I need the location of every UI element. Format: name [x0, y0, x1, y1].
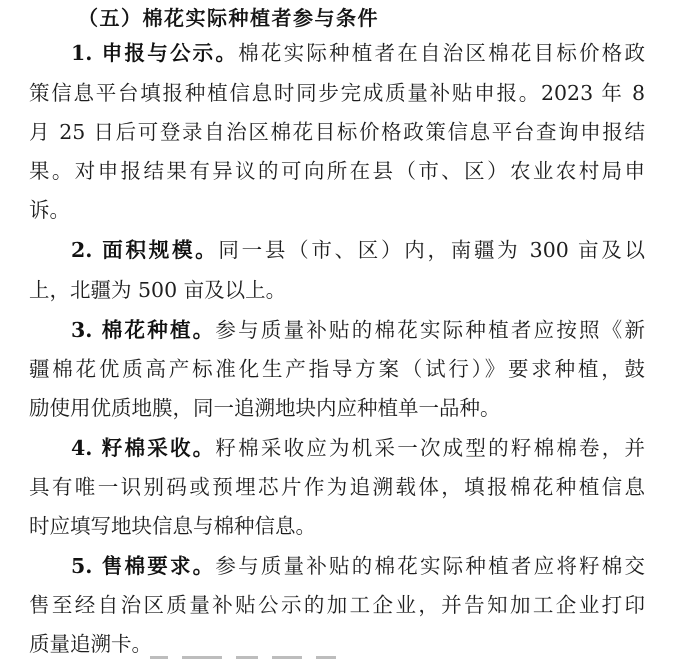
paragraph-line: 诉。	[29, 198, 70, 222]
item-title: 3. 棉花种植。	[71, 318, 216, 342]
paragraph-text: 参与质量补贴的棉花实际种植者应将籽棉交	[215, 554, 645, 578]
cropped-next-line	[150, 656, 370, 665]
paragraph-line	[71, 316, 645, 344]
paragraph-line: 疆棉花优质高产标准化生产指导方案（试行）》要求种植，鼓	[29, 357, 645, 381]
paragraph-text: 参与质量补贴的棉花实际种植者应按照《新	[215, 318, 645, 342]
item-title: 4. 籽棉采收。	[71, 436, 216, 460]
paragraph-text: 棉花实际种植者在自治区棉花目标价格政	[238, 41, 646, 65]
paragraph-line	[71, 236, 645, 264]
paragraph-line: 果。对申报结果有异议的可向所在县（市、区）农业农村局申	[29, 159, 645, 183]
paragraph-line: 上，北疆为 500 亩及以上。	[29, 278, 287, 302]
paragraph-line: 具有唯一识别码或预埋芯片作为追溯载体，填报棉花种植信息	[29, 475, 645, 499]
paragraph-line: 质量追溯卡。	[29, 632, 152, 656]
paragraph-line	[71, 552, 645, 580]
paragraph-line	[71, 434, 645, 462]
paragraph-line: 售至经自治区质量补贴公示的加工企业，并告知加工企业打印	[29, 593, 645, 617]
item-title: 5. 售棉要求。	[71, 554, 216, 578]
paragraph-line	[71, 39, 645, 67]
paragraph-text: 同一县（市、区）内，南疆为 300 亩及以	[218, 238, 645, 262]
paragraph-text: 籽棉采收应为机采一次成型的籽棉棉卷，并	[215, 436, 645, 460]
paragraph-line: 策信息平台填报种植信息时同步完成质量补贴申报。2023 年 8	[29, 81, 645, 105]
section-heading: （五）棉花实际种植者参与条件	[78, 6, 379, 30]
item-title: 2. 面积规模。	[71, 238, 219, 262]
paragraph-line: 月 25 日后可登录自治区棉花目标价格政策信息平台查询申报结	[29, 120, 645, 144]
paragraph-line: 时应填写地块信息与棉种信息。	[29, 514, 316, 538]
paragraph-line: 励使用优质地膜，同一追溯地块内应种植单一品种。	[29, 396, 501, 420]
item-title: 1. 申报与公示。	[71, 41, 239, 65]
